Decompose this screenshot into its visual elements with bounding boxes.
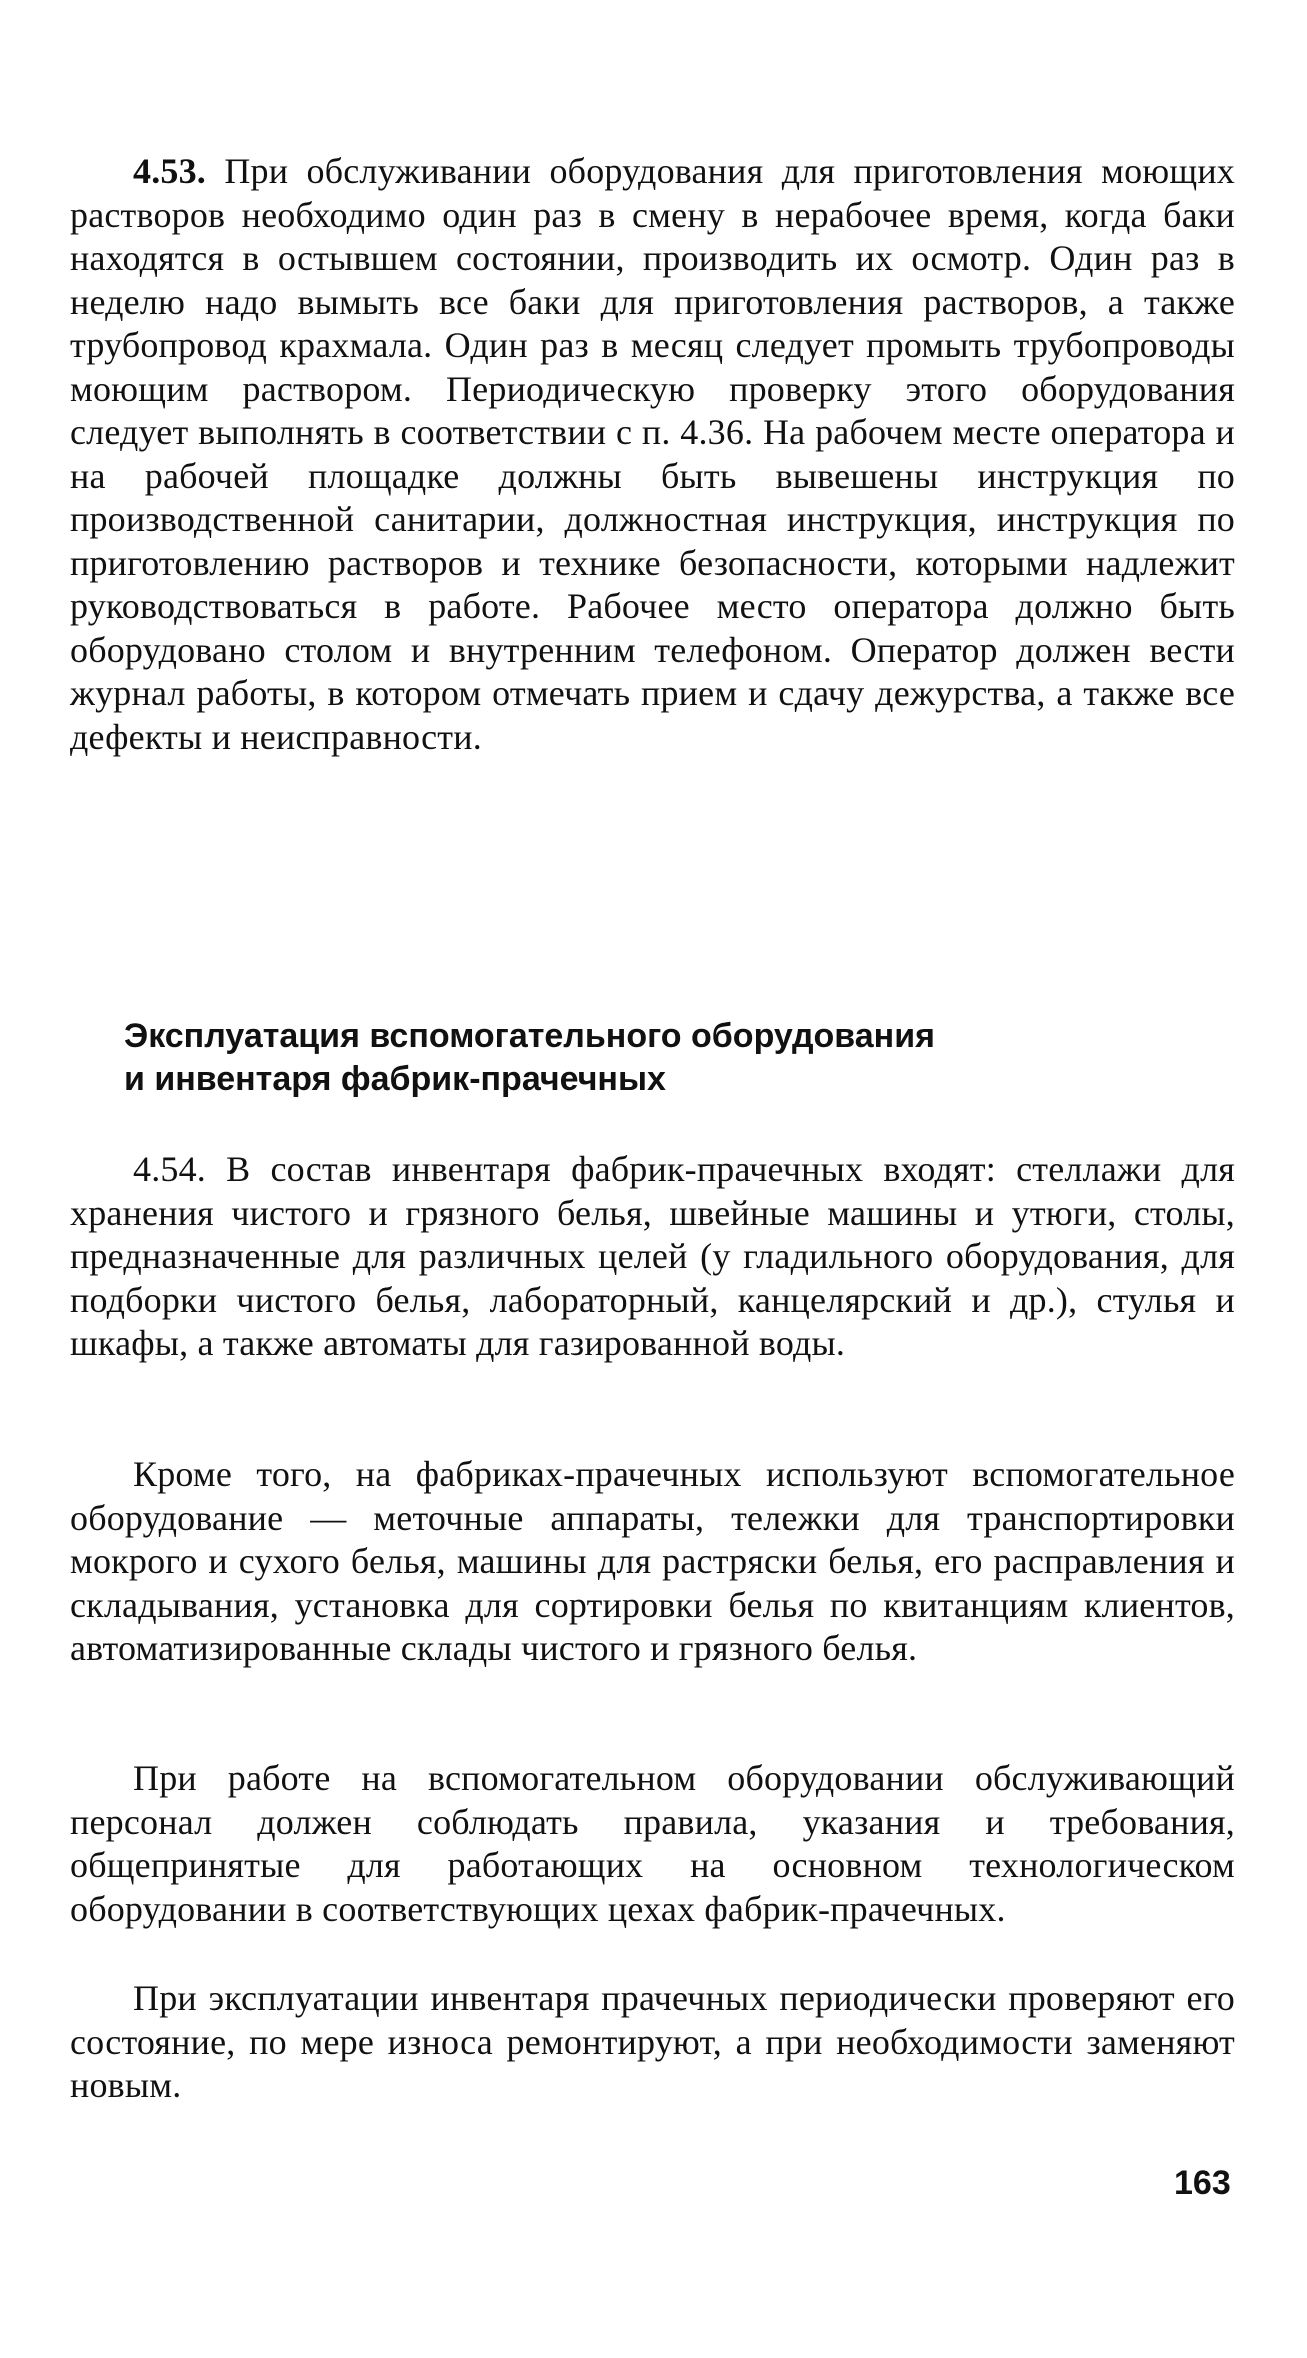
paragraph-4-54 bbox=[70, 1148, 1235, 1366]
section-number-4-53: 4.53. bbox=[133, 151, 206, 191]
section-heading bbox=[124, 1015, 1124, 1101]
paragraph-auxiliary-equipment-text: Кроме того, на фабриках-прачечных используют вспомогательное оборудование — меточные аппараты, тележки для транспортировки мокрого и сухого белья, машины для растряски белья, его расправления и складывания, установка для сортировки белья по квитанциям клиентов, автоматизированные склады чистого и грязного белья. bbox=[70, 1454, 1235, 1668]
paragraph-auxiliary-equipment bbox=[70, 1453, 1235, 1671]
paragraph-inventory-text: При эксплуатации инвентаря прачечных периодически проверяют его состояние, по мере износа ремонтируют, а при необходимости заменяют новым. bbox=[70, 1978, 1235, 2105]
paragraph-4-54-text: 4.54. В состав инвентаря фабрик-прачечных входят: стеллажи для хранения чистого и грязного белья, швейные машины и утюги, столы, предназначенные для различных целей (у гладильного оборудования, для подборки чистого белья, лабораторный, канцелярский и др.), стулья и шкафы, а также автоматы для газированной воды. bbox=[70, 1149, 1235, 1363]
paragraph-4-53 bbox=[70, 150, 1235, 759]
paragraph-rules-text: При работе на вспомогательном оборудовании обслуживающий персонал должен соблюдать правила, указания и требования, общепринятые для работающих на основном технологическом оборудовании в соответствующих цехах фабрик-прачечных. bbox=[70, 1758, 1235, 1929]
paragraph-rules bbox=[70, 1757, 1235, 1931]
paragraph-4-53-text: При обслуживании оборудования для приготовления моющих растворов необходимо один раз в смену в нерабочее время, когда баки находятся в остывшем состоянии, производить их осмотр. Один раз в неделю надо вымыть все баки для приготовления растворов, а также трубопровод крахмала. Один раз в месяц следует промыть трубопроводы моющим раствором. Периодическую проверку этого оборудования следует выполнять в соответствии с п. 4.36. На рабочем месте оператора и на рабочей площадке должны быть вывешены инструкция по производственной санитарии, должностная инструкция, инструкция по приготовлению растворов и технике безопасности, которыми надлежит руководствоваться в работе. Рабочее место оператора должно быть оборудовано столом и внутренним телефоном. Оператор должен вести журнал работы, в котором отмечать прием и сдачу дежурства, а также все дефекты и неисправности. bbox=[70, 151, 1235, 757]
page-number: 163 bbox=[1174, 2164, 1231, 2202]
section-heading-line-1: Эксплуатация вспомогательного оборудования bbox=[124, 1017, 935, 1055]
paragraph-inventory bbox=[70, 1977, 1235, 2108]
section-heading-line-2: и инвентаря фабрик-прачечных bbox=[124, 1060, 666, 1098]
